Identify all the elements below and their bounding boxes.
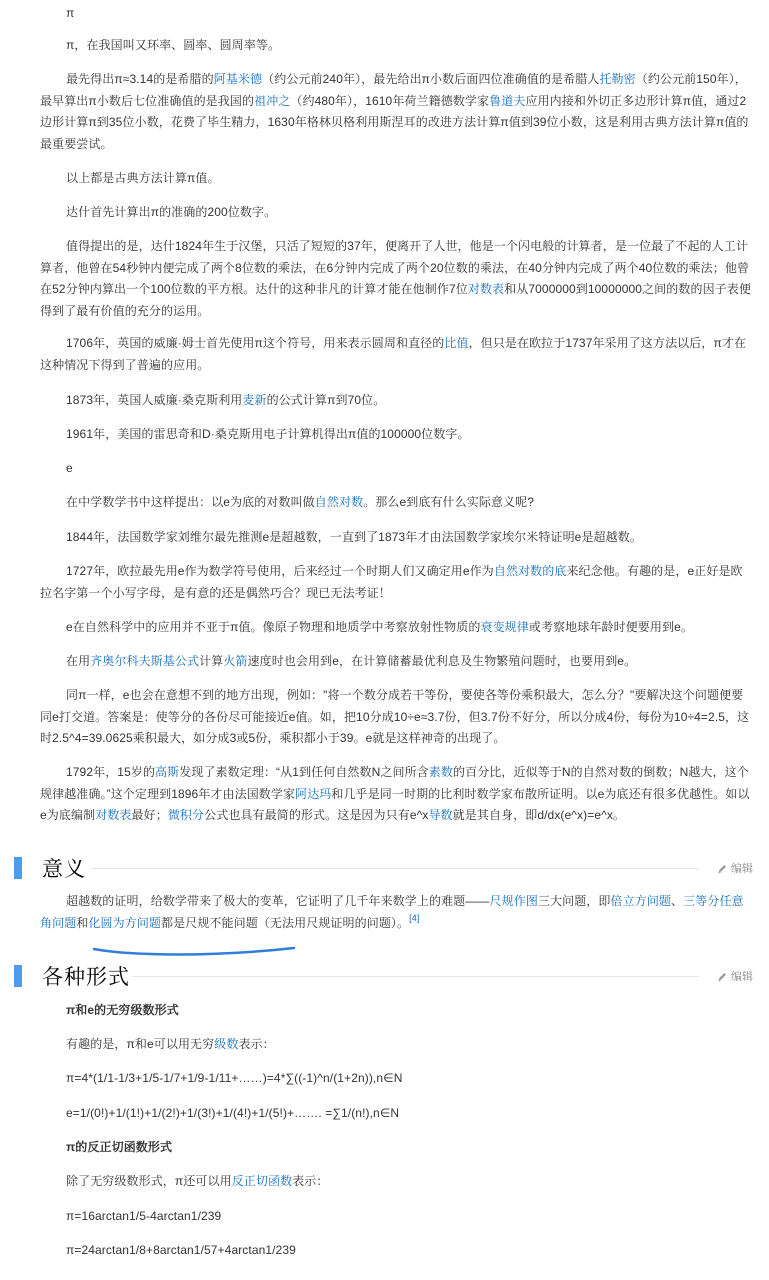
inline-link[interactable]: 微积分 <box>167 808 205 822</box>
pencil-icon <box>717 971 728 982</box>
inline-link[interactable]: 齐奥尔科夫斯基公式 <box>90 654 200 668</box>
formula: π=16arctan1/5-4arctan1/239 <box>66 1209 222 1223</box>
paragraph <box>40 762 752 827</box>
text-run: 1727年，欧拉最先用e作为数学符号使用，后来经过一个时期人们又确定用e作为 <box>66 564 494 578</box>
paragraph <box>40 651 752 673</box>
text-run: 来纪念他。有趣的是，e正好是欧拉名字第一个小写字母，是有意的还是偶然巧合？现已无法考证！ <box>40 564 743 600</box>
text-run: 1873年，英国人威廉·桑克斯利用 <box>66 393 243 407</box>
paragraph-pi-heading: π <box>66 6 75 20</box>
inline-link[interactable]: 阿基米德 <box>213 72 263 86</box>
section-bar <box>14 965 22 987</box>
inline-link[interactable]: 比值 <box>444 336 469 350</box>
inline-link[interactable]: 托勒密 <box>599 72 636 86</box>
text-run: （约公元前150年），最早算出π小数后七位准确值的是我国的 <box>40 72 747 108</box>
section-header-meaning <box>0 857 769 887</box>
section-divider <box>90 868 699 869</box>
edit-button[interactable] <box>717 968 753 984</box>
subheading: π和e的无穷级数形式 <box>66 1003 179 1017</box>
paragraph <box>40 492 752 514</box>
inline-link[interactable]: 尺规作图 <box>489 894 538 908</box>
text-run: 和几乎是同一时期的比利时数学家布散所证明。以e为底还有很多优越性。如以e为底编制 <box>40 786 750 822</box>
subheading: π的反正切函数形式 <box>66 1140 173 1154</box>
highlight-underline <box>92 944 298 958</box>
paragraph <box>66 1034 746 1056</box>
text-run: 和从7000000到10000000之间的数的因子表便得到了最有价值的充分的运用。 <box>40 282 751 318</box>
text-run: 表示： <box>292 1174 329 1188</box>
text-run: 或考察地球年龄时便要用到e。 <box>528 620 693 634</box>
inline-link[interactable]: 衰变规律 <box>480 620 529 634</box>
paragraph-e-heading: e <box>66 461 73 475</box>
inline-link[interactable]: 鲁道夫 <box>489 93 526 108</box>
paragraph: π，在我国叫又环率、圆率、圆周率等。 <box>66 38 281 52</box>
text-run: ，但只是在欧拉于1737年采用了这方法以后，π才在这种情况下得到了普遍的应用。 <box>40 336 747 372</box>
text-run: 的公式计算π到70位。 <box>266 393 386 407</box>
inline-link[interactable]: 导数 <box>428 808 453 822</box>
inline-link[interactable]: 级数 <box>214 1037 239 1051</box>
text-run: 超越数的证明，给数学带来了极大的变革，它证明了几千年来数学上的难题—— <box>66 894 490 908</box>
inline-link[interactable]: 化圆为方问题 <box>88 915 162 930</box>
paragraph: 1961年，美国的雷思奇和D·桑克斯用电子计算机得出π值的100000位数字。 <box>66 427 470 441</box>
text-run: 计算 <box>199 654 224 668</box>
paragraph <box>40 333 752 376</box>
text-run: 。那么e到底有什么实际意义呢? <box>363 495 535 509</box>
paragraph <box>40 236 752 322</box>
paragraph <box>40 561 752 604</box>
paragraph <box>66 1171 746 1193</box>
text-run: 就是其自身，即d/dx(e^x)=e^x。 <box>452 808 626 822</box>
inline-link[interactable]: 三等分任意角问题 <box>40 894 744 930</box>
paragraph <box>40 390 752 412</box>
section-bar <box>14 857 22 879</box>
text-run: 和 <box>76 915 89 930</box>
formula: π=24arctan1/8+8arctan1/57+4arctan1/239 <box>66 1243 296 1257</box>
text-run: （约公元前240年），最先给出π小数后面四位准确值的是希腊人 <box>262 72 600 86</box>
paragraph: 1844年，法国数学家刘维尔最先推测e是超越数，一直到了1873年才由法国数学家埃尔米特证明e是超越数。 <box>66 530 642 544</box>
inline-link[interactable]: 高斯 <box>155 765 180 779</box>
inline-link[interactable]: 反正切函数 <box>231 1174 293 1188</box>
paragraph: 以上都是古典方法计算π值。 <box>66 171 220 185</box>
meaning-text <box>40 894 744 930</box>
text-run: 值得提出的是，达什1824年生于汉堡，只活了短短的37年，便离开了人世，他是一个闪电般的计算者，是一位最了不起的人工计算者，他曾在54秒钟内便完成了两个8位数的乘法，在6分钟内完成了两个20位数的乘法，在40分钟内完成了两个40位数的乘法；他曾在52分钟内算出一个100位数的平方根。达什的这种非凡的计算才能在他制作7位 <box>40 239 750 296</box>
text-run: （约480年），1610年荷兰籍德数学家 <box>290 93 490 108</box>
inline-link[interactable]: 祖冲之 <box>254 93 291 108</box>
inline-link[interactable]: 麦新 <box>242 393 267 407</box>
text-run: 在中学数学书中这样提出：以e为底的对数叫做 <box>66 495 315 509</box>
section-divider <box>132 976 699 977</box>
text-run: 表示： <box>238 1037 275 1051</box>
text-run: 公式也具有最简的形式。这是因为只有e^x <box>204 808 429 822</box>
text-run: 最好； <box>131 808 168 822</box>
inline-link[interactable]: 自然对数 <box>314 495 364 509</box>
edit-label: 编辑 <box>731 863 753 875</box>
text-run: 1706年，英国的威廉·姆士首先使用π这个符号，用来表示圆周和直径的 <box>66 336 445 350</box>
paragraph: 同π一样，e也会在意想不到的地方出现，例如："将一个数分成若干等份，要使各等份乘积最大，怎么分？"要解决这个问题便要同e打交道。答案是：使等分的各份尽可能接近e值。如，把10分成10÷e≈3.7份，但3.7份不好分，所以分成4份，每份为10÷4=2.5，这时2.5^4=39.0625乘积最大，如分成3或5份，乘积都小于39。e就是这样神奇的出现了。 <box>40 688 750 745</box>
section-title: 各种形式 <box>42 966 130 989</box>
formula: π=4*(1/1-1/3+1/5-1/7+1/9-1/11+……)=4*∑((-1)^n/(1+2n)),n∈N <box>66 1071 403 1085</box>
inline-link[interactable]: 自然对数的底 <box>493 564 567 578</box>
edit-button[interactable] <box>717 860 753 876</box>
text-run: 应用内接和外切正多边形计算π值，通过2边形计算π到35位小数，花费了毕生精力，1630年格林贝格利用斯涅耳的改进方法计算π值到39位小数，这是利用古典方法计算π值的最重要尝试。 <box>40 93 749 151</box>
inline-link[interactable]: 对数表 <box>95 808 132 822</box>
text-run: e在自然科学中的应用并不亚于π值。像原子物理和地质学中考察放射性物质的 <box>66 620 481 634</box>
inline-link[interactable]: 对数表 <box>467 282 505 296</box>
paragraph-meaning <box>40 891 752 934</box>
text-run: 最先得出π≈3.14的是希腊的 <box>66 72 214 86</box>
inline-link[interactable]: 素数 <box>428 765 453 779</box>
text-run: 速度时也会用到e，在计算储蓄最优利息及生物繁殖问题时，也要用到e。 <box>247 654 637 668</box>
text-run: 有趣的是，π和e可以用无穷 <box>66 1037 215 1051</box>
inline-link[interactable]: 火箭 <box>223 654 248 668</box>
text-run: 发现了素数定理：“从1到任何自然数N之间所含 <box>179 765 429 779</box>
edit-label: 编辑 <box>731 971 753 983</box>
pencil-icon <box>717 863 728 874</box>
section-header-forms <box>0 965 769 995</box>
text-run: 除了无穷级数形式，π还可以用 <box>66 1174 232 1188</box>
text-run: 都是尺规不能问题（无法用尺规证明的问题）。 <box>161 915 410 930</box>
reference-link[interactable]: [4] <box>409 912 420 923</box>
text-run: 三大问题，即 <box>537 894 611 908</box>
section-title: 意义 <box>42 858 86 881</box>
text-run: 1792年，15岁的 <box>66 765 156 779</box>
formula: e=1/(0!)+1/(1!)+1/(2!)+1/(3!)+1/(4!)+1/(5!)+……. =∑1/(n!),n∈N <box>66 1106 400 1120</box>
text-run: 在用 <box>66 654 91 668</box>
paragraph <box>40 617 752 639</box>
paragraph: 达什首先计算出π的准确的200位数字。 <box>66 205 277 219</box>
inline-link[interactable]: 阿达玛 <box>295 786 332 801</box>
inline-link[interactable]: 倍立方问题 <box>610 894 672 908</box>
paragraph <box>40 69 752 155</box>
text-run: 、 <box>671 894 684 908</box>
text-run: 的百分比，近似等于N的自然对数的倒数；N越大，这个规律越准确。”这个定理到1896年才由法国数学家 <box>40 765 749 801</box>
